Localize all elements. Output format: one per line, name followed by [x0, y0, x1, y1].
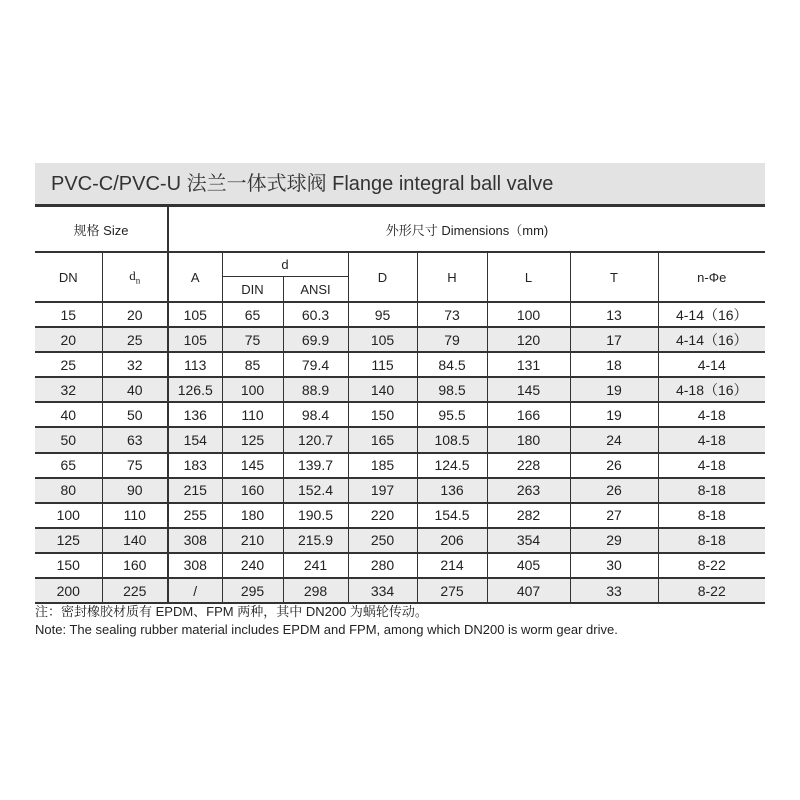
cell-n-phi-e: 4-14 [658, 352, 765, 377]
cell-d-din: 110 [222, 402, 283, 427]
cell-d-ansi: 139.7 [283, 453, 348, 478]
cell-a: 105 [168, 327, 222, 352]
cell-T: 33 [570, 578, 658, 603]
cell-T: 30 [570, 553, 658, 578]
din-header: DIN [222, 277, 283, 303]
dn-header: DN [35, 252, 102, 302]
cell-T: 27 [570, 503, 658, 528]
cell-dn: 150 [35, 553, 102, 578]
cell-dn-small: 40 [102, 377, 168, 402]
cell-H: 108.5 [417, 427, 487, 452]
cell-dn: 15 [35, 302, 102, 327]
note-en: Note: The sealing rubber material includes EPDM and FPM, among which DN200 is worm gear drive. [35, 622, 618, 637]
cell-d-ansi: 152.4 [283, 478, 348, 503]
cell-H: 275 [417, 578, 487, 603]
cell-dn-small: 32 [102, 352, 168, 377]
table-row [35, 578, 765, 603]
cell-dn: 200 [35, 578, 102, 603]
cell-H: 95.5 [417, 402, 487, 427]
dimensions-header: 外形尺寸 Dimensions（mm) [168, 207, 765, 252]
cell-T: 26 [570, 478, 658, 503]
cell-dn-small: 225 [102, 578, 168, 603]
a-header: A [168, 252, 222, 302]
page-title: PVC-C/PVC-U 法兰一体式球阀 Flange integral ball valve [35, 163, 765, 207]
cell-n-phi-e: 4-14（16） [658, 302, 765, 327]
cell-dn: 80 [35, 478, 102, 503]
cell-L: 354 [487, 528, 570, 553]
cell-D: 105 [348, 327, 417, 352]
cell-d-din: 85 [222, 352, 283, 377]
table-row [35, 503, 765, 528]
cell-T: 19 [570, 402, 658, 427]
cell-d-din: 145 [222, 453, 283, 478]
D-header: D [348, 252, 417, 302]
cell-d-din: 100 [222, 377, 283, 402]
cell-dn-small: 63 [102, 427, 168, 452]
cell-d-ansi: 69.9 [283, 327, 348, 352]
cell-T: 24 [570, 427, 658, 452]
cell-a: 105 [168, 302, 222, 327]
cell-a: 215 [168, 478, 222, 503]
cell-L: 263 [487, 478, 570, 503]
cell-dn: 50 [35, 427, 102, 452]
cell-dn-small: 75 [102, 453, 168, 478]
cell-d-ansi: 98.4 [283, 402, 348, 427]
L-header: L [487, 252, 570, 302]
cell-L: 180 [487, 427, 570, 452]
cell-T: 17 [570, 327, 658, 352]
n-phi-e-header: n-Φe [658, 252, 765, 302]
table-row [35, 302, 765, 327]
cell-d-ansi: 88.9 [283, 377, 348, 402]
cell-dn: 25 [35, 352, 102, 377]
cell-dn-small: 90 [102, 478, 168, 503]
cell-D: 140 [348, 377, 417, 402]
cell-dn-small: 140 [102, 528, 168, 553]
cell-H: 206 [417, 528, 487, 553]
size-header: 规格 Size [35, 207, 168, 252]
cell-dn-small: 50 [102, 402, 168, 427]
cell-n-phi-e: 8-22 [658, 578, 765, 603]
note-cn: 注：密封橡胶材质有 EPDM、FPM 两种，其中 DN200 为蜗轮传动。 [35, 604, 428, 619]
cell-D: 250 [348, 528, 417, 553]
cell-a: 126.5 [168, 377, 222, 402]
cell-L: 131 [487, 352, 570, 377]
cell-dn: 65 [35, 453, 102, 478]
cell-L: 120 [487, 327, 570, 352]
cell-H: 73 [417, 302, 487, 327]
cell-a: 183 [168, 453, 222, 478]
cell-d-din: 160 [222, 478, 283, 503]
dimensions-table [35, 207, 765, 604]
cell-d-ansi: 241 [283, 553, 348, 578]
cell-L: 405 [487, 553, 570, 578]
cell-T: 13 [570, 302, 658, 327]
cell-dn: 100 [35, 503, 102, 528]
cell-d-ansi: 60.3 [283, 302, 348, 327]
cell-dn: 32 [35, 377, 102, 402]
cell-d-din: 210 [222, 528, 283, 553]
cell-a: 154 [168, 427, 222, 452]
cell-H: 98.5 [417, 377, 487, 402]
table-row [35, 352, 765, 377]
cell-D: 185 [348, 453, 417, 478]
cell-L: 100 [487, 302, 570, 327]
table-row [35, 402, 765, 427]
cell-d-ansi: 79.4 [283, 352, 348, 377]
cell-H: 124.5 [417, 453, 487, 478]
dn-small-label: d [129, 268, 136, 284]
cell-L: 228 [487, 453, 570, 478]
cell-a: 136 [168, 402, 222, 427]
table-row [35, 427, 765, 452]
cell-L: 407 [487, 578, 570, 603]
table-row [35, 528, 765, 553]
cell-D: 165 [348, 427, 417, 452]
cell-n-phi-e: 4-18（16） [658, 377, 765, 402]
cell-d-ansi: 298 [283, 578, 348, 603]
table-row [35, 327, 765, 352]
dn-small-sub: n [135, 275, 141, 286]
cell-dn-small: 20 [102, 302, 168, 327]
cell-n-phi-e: 4-14（16） [658, 327, 765, 352]
d-header: d [222, 252, 348, 277]
cell-n-phi-e: 8-22 [658, 553, 765, 578]
cell-dn-small: 25 [102, 327, 168, 352]
cell-a: 113 [168, 352, 222, 377]
cell-a: / [168, 578, 222, 603]
dn-small-header [102, 252, 168, 302]
cell-H: 136 [417, 478, 487, 503]
ansi-header: ANSI [283, 277, 348, 303]
cell-d-ansi: 215.9 [283, 528, 348, 553]
cell-d-ansi: 120.7 [283, 427, 348, 452]
cell-d-din: 240 [222, 553, 283, 578]
cell-D: 334 [348, 578, 417, 603]
cell-T: 26 [570, 453, 658, 478]
cell-dn: 20 [35, 327, 102, 352]
cell-d-din: 125 [222, 427, 283, 452]
cell-L: 166 [487, 402, 570, 427]
cell-D: 115 [348, 352, 417, 377]
cell-d-din: 295 [222, 578, 283, 603]
cell-n-phi-e: 8-18 [658, 528, 765, 553]
cell-L: 145 [487, 377, 570, 402]
cell-n-phi-e: 8-18 [658, 503, 765, 528]
cell-a: 308 [168, 553, 222, 578]
cell-D: 197 [348, 478, 417, 503]
cell-dn-small: 110 [102, 503, 168, 528]
cell-D: 280 [348, 553, 417, 578]
cell-n-phi-e: 4-18 [658, 453, 765, 478]
cell-D: 150 [348, 402, 417, 427]
cell-H: 214 [417, 553, 487, 578]
notes [35, 603, 618, 639]
cell-dn-small: 160 [102, 553, 168, 578]
cell-dn: 40 [35, 402, 102, 427]
H-header: H [417, 252, 487, 302]
cell-H: 154.5 [417, 503, 487, 528]
table-row [35, 478, 765, 503]
cell-D: 95 [348, 302, 417, 327]
table-row [35, 453, 765, 478]
cell-T: 19 [570, 377, 658, 402]
cell-d-din: 75 [222, 327, 283, 352]
table-row [35, 553, 765, 578]
cell-dn: 125 [35, 528, 102, 553]
cell-a: 308 [168, 528, 222, 553]
T-header: T [570, 252, 658, 302]
cell-T: 29 [570, 528, 658, 553]
cell-a: 255 [168, 503, 222, 528]
table-row [35, 377, 765, 402]
cell-d-ansi: 190.5 [283, 503, 348, 528]
cell-H: 79 [417, 327, 487, 352]
cell-n-phi-e: 8-18 [658, 478, 765, 503]
cell-d-din: 65 [222, 302, 283, 327]
cell-n-phi-e: 4-18 [658, 402, 765, 427]
cell-d-din: 180 [222, 503, 283, 528]
cell-D: 220 [348, 503, 417, 528]
cell-T: 18 [570, 352, 658, 377]
cell-H: 84.5 [417, 352, 487, 377]
cell-L: 282 [487, 503, 570, 528]
cell-n-phi-e: 4-18 [658, 427, 765, 452]
